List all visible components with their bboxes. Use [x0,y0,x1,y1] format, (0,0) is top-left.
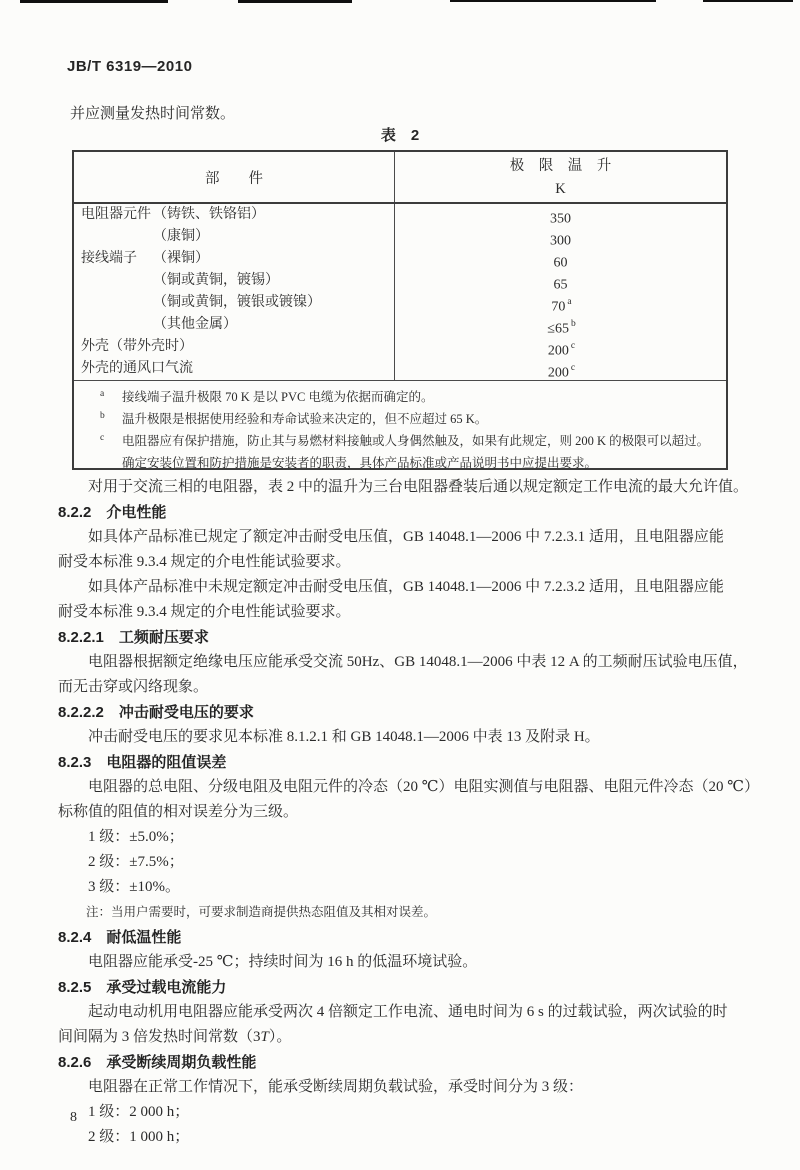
row-category: 外壳（带外壳时） [81,339,193,354]
row-value: 200 [547,365,569,381]
row-value: 60 [553,255,568,271]
grade-line: 3 级：±10%。 [88,879,180,895]
footnote-text: 电阻器应有保护措施，防止其与易燃材料接触或人身偶然触及，如果有此规定，则 200 K 的极限可以超过。 确定安装位置和防护措施是安装者的职责，具体产品标准或产品说明书中应提出要求。 [122,434,710,470]
footnote-text: 接线端子温升极限 70 K 是以 PVC 电缆为依据而确定的。 [122,390,434,404]
row-value: 300 [550,233,571,249]
table-row [74,248,726,270]
body-line: 标称值的阻值的相对误差分为三级。 [58,804,299,820]
row-value: 350 [550,211,571,227]
section-heading: 8.2.5 承受过载电流能力 [58,979,227,996]
row-category: 电阻器元件 [81,207,151,222]
section-heading: 8.2.4 耐低温性能 [58,929,182,946]
body-line: 对用于交流三相的电阻器，表 2 中的温升为三台电阻器叠装后通以规定额定工作电流的最大允许值。 [88,479,749,495]
body-line: 如具体产品标准中未规定额定冲击耐受电压值，GB 14048.1—2006 中 7.2.3.2 适用，且电阻器应能 [88,579,724,595]
intro-text: 并应测量发热时间常数。 [70,106,236,122]
row-footnote-ref: c [570,363,576,373]
row-item: （其他金属） [153,317,237,332]
italic-symbol: T [260,1029,269,1045]
section-heading: 8.2.2.2 冲击耐受电压的要求 [58,704,254,721]
scan-artifact-strip [450,0,656,2]
body-line: 耐受本标准 9.3.4 规定的介电性能试验要求。 [58,604,351,620]
table-row [74,270,726,292]
column-header-part: 部 件 [74,152,395,202]
table-header-row [74,152,726,204]
note-line: 注：当用户需要时，可要求制造商提供热态阻值及其相对误差。 [86,905,437,919]
body-line: 而无击穿或闪络现象。 [58,679,209,695]
footnote-b [100,408,716,430]
row-item: （裸铜） [153,251,209,266]
body-line: 冲击耐受电压的要求见本标准 8.1.2.1 和 GB 14048.1—2006 中表 13 及附录 H。 [88,729,600,745]
body-line: 起动电动机用电阻器应能承受两次 4 倍额定工作电流、通电时间为 6 s 的过载试验，两次试验的时 [88,1004,728,1020]
section-heading: 8.2.3 电阻器的阻值误差 [58,754,227,771]
row-value: 65 [553,277,568,293]
grade-line: 1 级：2 000 h； [88,1104,190,1120]
table-row [74,314,726,336]
table-body [74,204,726,380]
row-value: 70 [551,299,566,315]
table-row [74,292,726,314]
footnote-text: 温升极限是根据使用经验和寿命试验来决定的，但不应超过 65 K。 [122,412,488,426]
section-heading: 8.2.2.1 工频耐压要求 [58,629,209,646]
body-line: 耐受本标准 9.3.4 规定的介电性能试验要求。 [58,554,351,570]
scan-artifact-strip [238,0,352,3]
column-header-limit-title: 极 限 温 升 [509,158,612,174]
limit-temperature-rise-table [72,150,728,470]
section-heading: 8.2.2 介电性能 [58,504,167,521]
table-row [74,336,726,358]
row-item: （铸铁、铁铬铝） [153,207,265,222]
footnote-marker: c [100,433,105,443]
row-item: （铜或黄铜，镀锡） [153,273,279,288]
footnote-a [100,386,716,408]
footnote-marker: a [100,389,105,399]
body-line: 如具体产品标准已规定了额定冲击耐受电压值，GB 14048.1—2006 中 7.2.3.1 适用，且电阻器应能 [88,529,724,545]
body-line: 电阻器在正常工作情况下，能承受断续周期负载试验，承受时间分为 3 级： [88,1079,584,1095]
grade-line: 2 级：±7.5%； [88,854,184,870]
column-header-limit [395,152,726,202]
body-text [58,475,760,1150]
column-header-limit-unit: K [555,181,566,197]
row-value: 200 [547,343,569,359]
row-item: （铜或黄铜，镀银或镀镍） [153,295,321,310]
row-item: （康铜） [153,229,209,244]
grade-line: 2 级：1 000 h； [88,1129,190,1145]
scan-artifact-strip [20,0,168,3]
row-footnote-ref: c [570,341,576,351]
scan-artifact-strip [703,0,793,2]
row-footnote-ref: b [570,319,576,329]
page-number: 8 [70,1110,77,1125]
row-category: 外壳的通风口气流 [81,361,193,376]
table-caption: 表 2 [380,127,420,144]
table-footnotes [74,380,726,474]
row-category: 接线端子 [81,251,137,266]
grade-line: 1 级：±5.0%； [88,829,184,845]
section-heading: 8.2.6 承受断续周期负载性能 [58,1054,257,1071]
body-line: 电阻器根据额定绝缘电压应能承受交流 50Hz、GB 14048.1—2006 中表 12 A 的工频耐压试验电压值， [88,654,748,670]
body-line: 电阻器的总电阻、分级电阻及电阻元件的冷态（20 ℃）电阻实测值与电阻器、电阻元件冷态（20 ℃） [88,779,760,795]
body-line: 电阻器应能承受-25 ℃；持续时间为 16 h 的低温环境试验。 [88,954,478,970]
footnote-marker: b [100,411,105,421]
standard-code: JB/T 6319—2010 [67,58,193,75]
footnote-c [100,430,716,474]
table-row [74,226,726,248]
table-row [74,204,726,226]
table-row [74,358,726,380]
row-value: ≤65 [547,321,569,337]
body-line: 间间隔为 3 倍发热时间常数（3T）。 [58,1029,292,1045]
row-footnote-ref: a [567,297,572,307]
